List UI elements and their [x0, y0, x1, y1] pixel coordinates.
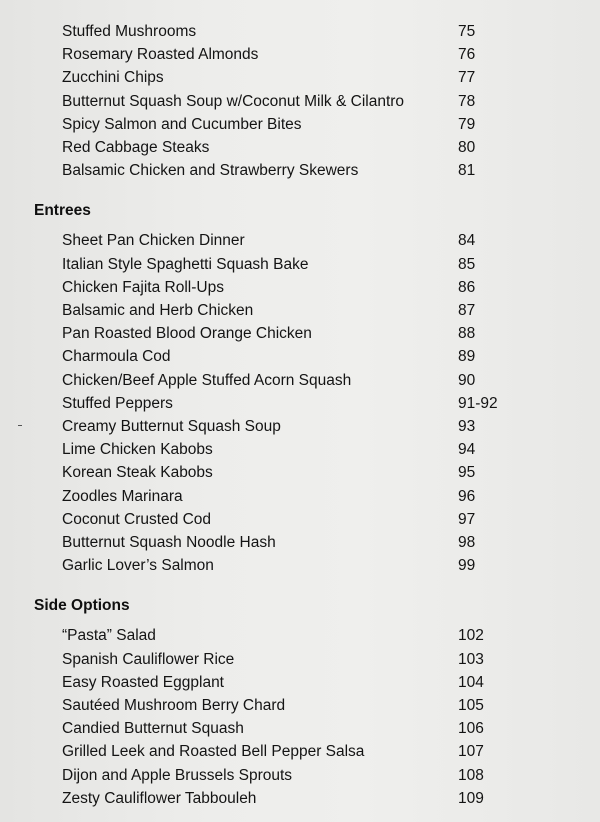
entry-title: Italian Style Spaghetti Squash Bake: [62, 255, 309, 273]
entry-page-number: 109: [458, 789, 484, 807]
entry-title: “Pasta” Salad: [62, 627, 156, 645]
entry-title: Butternut Squash Noodle Hash: [62, 534, 276, 551]
entry-title: Chicken Fajita Roll-Ups: [62, 278, 224, 296]
pen-mark: [18, 425, 22, 426]
toc-entry: [62, 369, 532, 392]
toc-entry: [62, 717, 532, 740]
entry-title: Zucchini Chips: [62, 69, 164, 87]
entry-title: Sheet Pan Chicken Dinner: [62, 232, 245, 250]
entry-page-number: 105: [458, 697, 484, 714]
entry-page-number: 76: [458, 46, 476, 64]
entry-page-number: 94: [458, 441, 476, 459]
entry-page-number: 97: [458, 510, 476, 528]
toc-entry: [62, 624, 532, 647]
entry-page-number: 98: [458, 534, 476, 551]
entry-page-number: 108: [458, 766, 484, 784]
toc-entry: [62, 299, 532, 322]
entry-title: Pan Roasted Blood Orange Chicken: [62, 325, 312, 343]
entry-page-number: 90: [458, 371, 476, 389]
entry-page-number: 87: [458, 302, 476, 319]
toc-entry: [62, 648, 532, 671]
entry-page-number: 78: [458, 92, 476, 110]
toc-entry: [62, 485, 532, 508]
entry-page-number: 99: [458, 557, 476, 575]
entry-title: Chicken/Beef Apple Stuffed Acorn Squash: [62, 371, 352, 389]
entry-page-number: 104: [458, 673, 484, 691]
toc-entry: [62, 43, 532, 66]
entry-title: Zesty Cauliflower Tabbouleh: [62, 789, 257, 807]
entry-page-number: 81: [458, 162, 476, 180]
entry-title: Sautéed Mushroom Berry Chard: [62, 697, 286, 714]
entry-title: Creamy Butternut Squash Soup: [62, 418, 281, 435]
entry-title: Balsamic Chicken and Strawberry Skewers: [62, 162, 359, 180]
toc-entry: [62, 392, 532, 415]
toc-entry: [62, 461, 532, 484]
entry-page-number: 102: [458, 627, 484, 645]
toc-entry: [62, 438, 532, 461]
toc-entry: [62, 508, 532, 531]
entry-page-number: 77: [458, 69, 476, 87]
toc-entry: [62, 253, 532, 276]
entry-page-number: 88: [458, 325, 476, 343]
toc-entry: [62, 671, 532, 694]
toc-entry: [62, 229, 532, 252]
toc-entry: [62, 764, 532, 787]
entry-title: Charmoula Cod: [62, 348, 171, 366]
toc-entry: [62, 415, 532, 438]
entry-page-number: 85: [458, 255, 476, 273]
toc-entry: [62, 66, 532, 89]
toc-entry: [62, 554, 532, 577]
entry-page-number: 96: [458, 487, 476, 505]
toc-entry: [62, 531, 532, 554]
toc-entry: [62, 322, 532, 345]
entry-page-number: 79: [458, 115, 476, 133]
entry-title: Korean Steak Kabobs: [62, 464, 213, 482]
entry-title: Easy Roasted Eggplant: [62, 673, 224, 691]
entry-title: Zoodles Marinara: [62, 487, 183, 505]
entry-title: Butternut Squash Soup w/Coconut Milk & Cilantro: [62, 92, 405, 110]
entry-title: Red Cabbage Steaks: [62, 139, 210, 156]
toc-entry: [62, 90, 532, 113]
entry-page-number: 91-92: [458, 394, 498, 412]
entry-page-number: 107: [458, 743, 484, 761]
entry-title: Rosemary Roasted Almonds: [62, 46, 259, 64]
toc-entry: [62, 276, 532, 299]
section-heading: Entrees: [34, 202, 91, 220]
entry-title: Candied Butternut Squash: [62, 720, 244, 738]
toc-entry: [62, 159, 532, 182]
entry-title: Stuffed Mushrooms: [62, 23, 197, 40]
entry-page-number: 106: [458, 720, 484, 738]
entry-page-number: 95: [458, 464, 476, 482]
entry-title: Stuffed Peppers: [62, 394, 173, 412]
entry-title: Lime Chicken Kabobs: [62, 441, 213, 459]
entry-page-number: 75: [458, 23, 476, 40]
entry-title: Dijon and Apple Brussels Sprouts: [62, 766, 293, 784]
entry-page-number: 103: [458, 650, 484, 668]
entry-page-number: 86: [458, 278, 476, 296]
entry-title: Spicy Salmon and Cucumber Bites: [62, 115, 302, 133]
toc-entry: [62, 740, 532, 763]
entry-title: Spanish Cauliflower Rice: [62, 650, 235, 668]
entry-page-number: 89: [458, 348, 476, 366]
entry-title: Grilled Leek and Roasted Bell Pepper Salsa: [62, 743, 365, 761]
toc-entry: [62, 345, 532, 368]
entry-title: Coconut Crusted Cod: [62, 510, 212, 528]
entry-page-number: 93: [458, 418, 476, 435]
toc-entry: [62, 136, 532, 159]
toc-entry: [62, 113, 532, 136]
toc-entry: [62, 787, 532, 810]
entry-page-number: 84: [458, 232, 476, 250]
entry-title: Garlic Lover’s Salmon: [62, 557, 214, 575]
toc-entry: [62, 694, 532, 717]
entry-title: Balsamic and Herb Chicken: [62, 302, 254, 319]
entry-page-number: 80: [458, 139, 476, 156]
section-heading: Side Options: [34, 597, 130, 615]
toc-entry: [62, 20, 532, 43]
